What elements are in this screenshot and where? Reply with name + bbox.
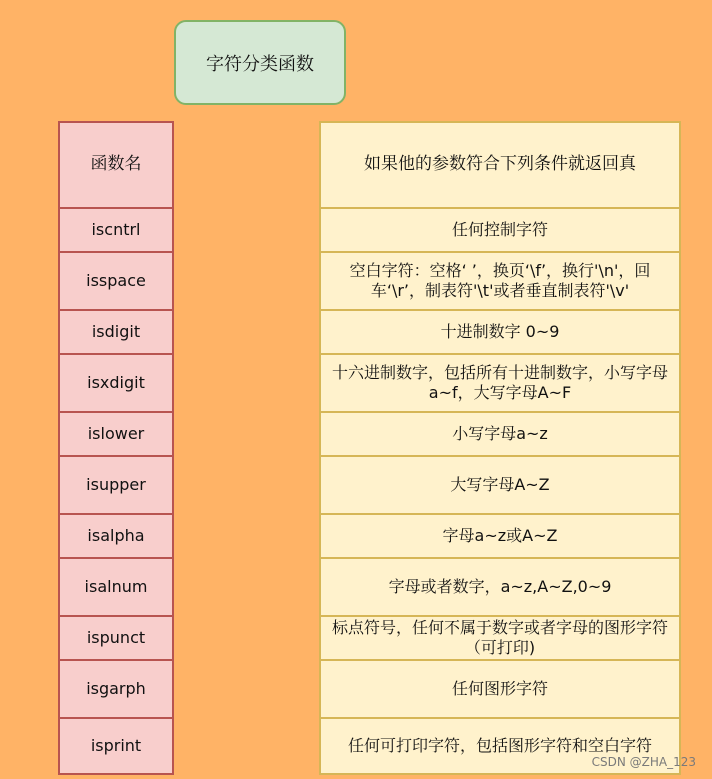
condition-cell: 任何可打印字符，包括图形字符和空白字符 (319, 717, 681, 775)
function-name-header: 函数名 (58, 121, 174, 209)
function-name-cell: isxdigit (58, 353, 174, 413)
condition-cell: 空白字符：空格‘ ’，换页‘\f’，换行'\n'，回车‘\r’，制表符'\t'或者垂直制表符'\v' (319, 251, 681, 311)
condition-cell: 任何图形字符 (319, 659, 681, 719)
condition-cell: 字母a~z或A~Z (319, 513, 681, 559)
function-name-cell: isspace (58, 251, 174, 311)
watermark: CSDN @ZHA_123 (591, 755, 696, 769)
function-name-cell: isupper (58, 455, 174, 515)
function-name-cell: isalnum (58, 557, 174, 617)
function-name-cell: iscntrl (58, 207, 174, 253)
condition-cell: 十六进制数字，包括所有十进制数字，小写字母a~f，大写字母A~F (319, 353, 681, 413)
condition-header: 如果他的参数符合下列条件就返回真 (319, 121, 681, 209)
function-name-cell: ispunct (58, 615, 174, 661)
condition-cell: 大写字母A~Z (319, 455, 681, 515)
condition-cell: 小写字母a~z (319, 411, 681, 457)
diagram-title: 字符分类函数 (174, 20, 346, 105)
condition-cell: 任何控制字符 (319, 207, 681, 253)
function-name-cell: isgarph (58, 659, 174, 719)
condition-cell: 标点符号，任何不属于数字或者字母的图形字符（可打印) (319, 615, 681, 661)
function-name-cell: isalpha (58, 513, 174, 559)
function-name-cell: isprint (58, 717, 174, 775)
function-name-cell: islower (58, 411, 174, 457)
condition-cell: 字母或者数字，a~z,A~Z,0~9 (319, 557, 681, 617)
condition-cell: 十进制数字 0~9 (319, 309, 681, 355)
function-name-cell: isdigit (58, 309, 174, 355)
